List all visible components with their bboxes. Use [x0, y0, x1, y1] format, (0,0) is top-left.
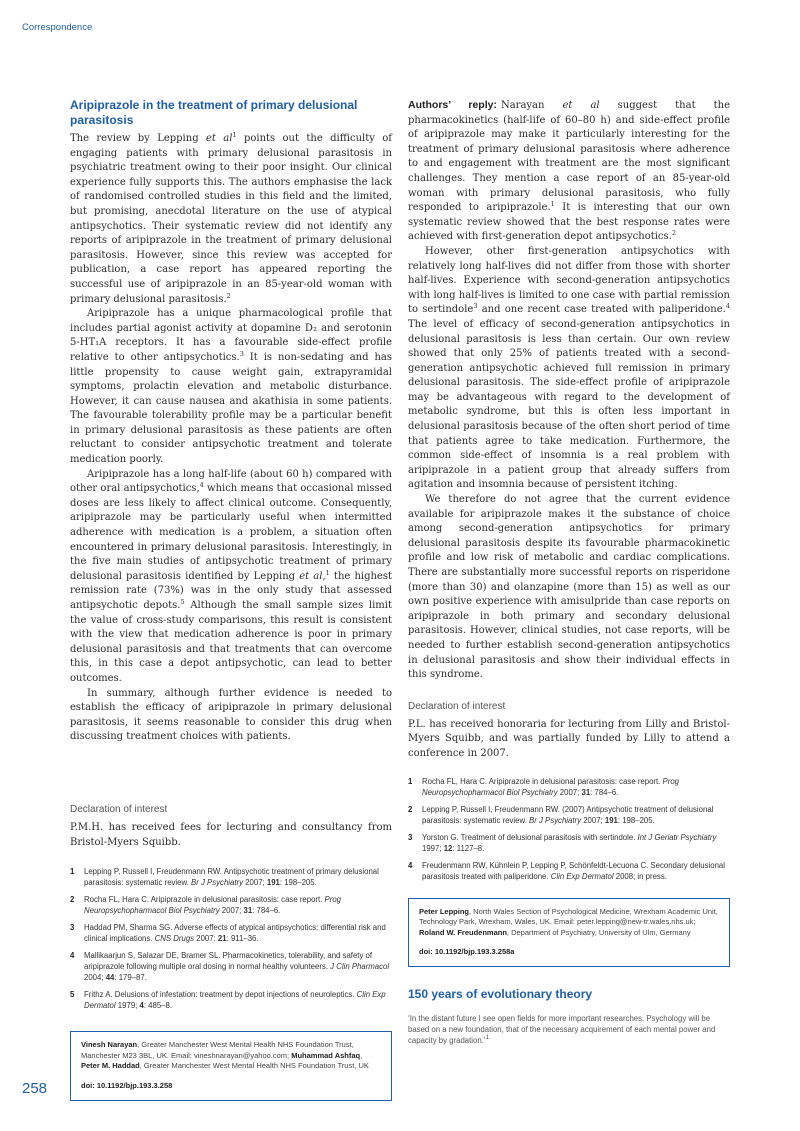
reference-text	[422, 861, 725, 881]
bold-text: 12	[443, 843, 453, 853]
body-paragraph	[408, 245, 730, 493]
text-run: Mallikaarjun S, Salazar DE, Bramer SL. Pharmacokinetics, tolerability, and safety of aripiprazole following multiple oral dosing in normal healthy volunteers.	[84, 951, 373, 972]
bold-text: 31	[581, 787, 591, 797]
text-run: 2007;	[581, 815, 605, 825]
text-run: 2007:	[194, 934, 218, 944]
italic-text: Clin Exp Dermatol	[550, 871, 614, 881]
reference-item	[70, 894, 392, 916]
text-run: 2007;	[219, 906, 244, 916]
text-run: : 911–36.	[226, 934, 259, 944]
reference-number: 3	[408, 832, 413, 842]
text-run: 1979;	[115, 1001, 140, 1011]
body-paragraph	[70, 468, 392, 687]
letter-title: Aripiprazole in the treatment of primary delusional parasitosis	[70, 98, 358, 127]
author-address-box	[408, 898, 730, 967]
italic-text: J Clin Pharmacol	[330, 962, 390, 972]
bold-text: 191	[604, 815, 618, 825]
citation-superscript: 3	[239, 349, 244, 358]
text-run: : 198–205.	[617, 815, 655, 825]
reference-item	[70, 950, 392, 983]
text-run: ,	[322, 570, 326, 582]
reference-item	[408, 860, 730, 882]
text-run: suggest that the pharmacokinetics (half-life of 60–80 h) and side-effect profile of aripiprazole may make it particularly interesting for the treatment of primary delusional parasitosis where adherence to and engagement with treatment are the most significant challenges. They mention a case report of an 85-year-old woman with primary delusional parasitosis, who fully responded to aripiprazole.	[408, 100, 730, 214]
reference-number: 3	[70, 923, 75, 933]
letter-column	[70, 98, 392, 1101]
italic-text: et al	[562, 100, 600, 111]
text-run: We therefore do not agree that the current evidence available for aripiprazole makes it the substance of choice among second-generation antipsychotics for primary delusional parasitosis despite its favourable pharmacokinetic profile and low risk of metabolic and cardiac complications. There are substantially more successful reports on risperidone (more than 30) and olanzapine (more than 15) as well as our own positive experience with amisulpride than case reports on aripiprazole in both primary and secondary delusional parasitosis. However, clinical studies, not case reports, will be needed to further establish second-generation antipsychotics in delusional parasitosis and show their individual effects in this syndrome.	[408, 494, 730, 681]
citation-superscript: 1	[550, 200, 555, 209]
text-run: The level of efficacy of second-generation antipsychotics in delusional parasitosis is less than certain. Our own review showed that only 25% of patients treated with a second-generation antipsychotic achieved full remission in primary delusional parasitosis. The side-effect profile of aripiprazole may be advantageous with regard to the development of metabolic syndrome, but this is often less important in delusional parasitosis because of the often short period of time that patients agree to take medication. Furthermore, the common side-effect of insomnia is a real problem with aripiprazole in a patient group that already suffers from agitation and insomnia because of persistent itching.	[408, 318, 730, 491]
citation-superscript: 1	[325, 568, 330, 577]
text-run: : 485–8.	[143, 1001, 173, 1011]
citation-superscript: 4	[199, 481, 204, 490]
reference-text	[84, 990, 386, 1010]
italic-text: et al	[299, 570, 323, 582]
text-run: Although the small sample sizes limit the value of cross-study comparisons, this result is consistent with the view that medication adherence is poor in primary delusional parasitosis and that treatments that can overcome this, in this case a depot antipsychotic, can lead to better outcomes.	[70, 600, 392, 684]
text-run: points out the difficulty of engaging patients with primary delusional parasitosis in psychiatric treatment owing to their poor insight. Our clinical experience fully supports this. The authors emphasise the lack of randomised controlled studies in this field and the limited, but promising, anecdotal literature on the use of atypical antipsychotics. Their systematic review did not identify any reports of aripiprazole in the treatment of primary delusional parasitosis. However, since this review was accepted for publication, a case report has appeared reporting the successful use of aripiprazole in an 85-year-old woman with primary delusional parasitosis.	[70, 133, 393, 305]
text-run: Rocha FL, Hara C. Aripiprazole in delusional parasitosis: case report.	[84, 895, 325, 905]
reference-item	[70, 989, 392, 1011]
text-run: , Greater Manchester West Mental Health NHS Foundation Trust, UK	[139, 1061, 369, 1071]
letter-body	[70, 132, 392, 745]
text-run: 1997;	[422, 843, 444, 853]
reply-label: Authors’ reply:	[408, 99, 497, 111]
body-paragraph	[408, 493, 730, 683]
reference-text	[84, 895, 341, 915]
reference-text	[422, 805, 713, 825]
reference-number: 4	[70, 951, 75, 961]
body-paragraph	[408, 98, 730, 245]
body-paragraph	[70, 132, 392, 307]
doi: doi: 10.1192/bjp.193.3.258	[81, 1080, 173, 1090]
text-run: , Department of Psychiatry, University of Ulm, Germany	[506, 927, 691, 937]
citation-superscript: 4	[725, 302, 730, 311]
reference-text	[422, 833, 716, 853]
text-run: Haddad PM, Sharma SG. Adverse effects of atypical antipsychotics: differential risk and clinical implications.	[84, 923, 386, 944]
italic-text: et al	[205, 133, 233, 144]
bold-text: 191	[266, 878, 280, 888]
italic-text: Prog Neuropsychopharmacol Biol Psychiatry	[422, 776, 680, 797]
reference-number: 2	[70, 895, 75, 905]
reference-item	[408, 804, 730, 826]
text-run: : 179–87.	[114, 973, 147, 983]
citation-superscript: 1	[485, 1033, 490, 1041]
body-paragraph	[70, 687, 392, 745]
text-run: the highest remission rate (73%) was in the only study that assessed antipsychotic depots.	[70, 570, 392, 611]
text-run: Lepping P, Russell I, Freudenmann RW. Antipsychotic treatment of primary delusional parasitosis: systematic review.	[84, 867, 379, 888]
bold-text: 21	[217, 934, 227, 944]
reference-number: 4	[408, 860, 413, 870]
text-run: Aripiprazole has a unique pharmacological profile that includes partial agonist activity at dopamine D₂ and serotonin 5-HT₁A receptors. It has a favourable side-effect profile relative to other antipsychotics.	[70, 308, 392, 363]
italic-text: Prog Neuropsychopharmacol Biol Psychiatry	[84, 895, 342, 916]
reference-list	[70, 866, 392, 1011]
italic-text: Br J Psychiatry	[191, 878, 244, 888]
text-run: : 198–205.	[279, 878, 317, 888]
declaration-heading: Declaration of interest	[70, 803, 168, 815]
text-run: 2004;	[84, 973, 106, 983]
reference-text	[422, 777, 679, 797]
bold-text: 31	[243, 906, 253, 916]
bold-text: Roland W. Freudenmann	[419, 927, 507, 937]
text-run: Freudenmann RW, Kühnlein P, Lepping P, Schönfeldt-Lecuona C. Secondary delusional parasitosis treated with paliperidone.	[422, 860, 725, 881]
text-run: : 784–6.	[252, 906, 281, 916]
reference-number: 5	[70, 990, 75, 1000]
text-run: : 784–6.	[590, 787, 619, 797]
reply-body	[408, 98, 730, 683]
reference-text	[84, 867, 379, 887]
declaration-heading: Declaration of interest	[408, 700, 506, 712]
epigraph	[408, 1013, 730, 1046]
text-run: Lepping P, Russell I, Freudenmann RW. (2007) Antipsychotic treatment of delusional parasitosis: systematic review.	[422, 804, 714, 825]
body-paragraph	[70, 307, 392, 468]
bold-text: 4	[139, 1001, 144, 1011]
reference-item	[70, 866, 392, 888]
text-run: ,	[360, 1050, 363, 1060]
reference-text	[84, 951, 389, 982]
next-section-title: 150 years of evolutionary theory	[408, 986, 593, 1001]
declaration-body: P.M.H. has received fees for lecturing and consultancy from Bristol-Myers Squibb.	[70, 821, 392, 848]
citation-superscript: 1	[232, 131, 237, 139]
text-run: 2008; in press.	[613, 871, 667, 881]
reference-item	[70, 922, 392, 944]
text-run: 2007;	[557, 787, 582, 797]
text-run: Aripiprazole has a long half-life (about 60 h) compared with other oral antipsychotics,	[70, 468, 392, 495]
page-number: 258	[22, 1080, 48, 1097]
author-address	[81, 1040, 381, 1072]
text-run: Yorston G. Treatment of delusional parasitosis with sertindole.	[422, 832, 638, 842]
italic-text: Br J Psychiatry	[529, 815, 582, 825]
bold-text: Peter Lepping	[419, 906, 470, 916]
bold-text: 44	[105, 973, 115, 983]
reply-lead-text	[408, 100, 730, 242]
bold-text: Muhammad Ashfaq	[291, 1050, 361, 1060]
reference-item	[408, 832, 730, 854]
text-run: ‘In the distant future I see open fields for more important researches. Psychology will be based on a new foundation, that of the necessary acquirement of each mental power and capacity by gradation.’	[408, 1013, 716, 1045]
text-run: and one recent case treated with paliperidone.	[477, 304, 726, 316]
text-run: Rocha FL, Hara C. Aripiprazole in delusional parasitosis: case report.	[422, 776, 663, 786]
text-run: 2007;	[243, 878, 267, 888]
declaration-body: P.L. has received honoraria for lecturing from Lilly and Bristol-Myers Squibb, and was partially funded by Lilly to attend a conference in 2007.	[408, 718, 730, 759]
text-run: The review by Lepping	[70, 133, 206, 144]
author-address-box	[70, 1031, 392, 1100]
reference-number: 1	[70, 867, 75, 877]
reply-column	[408, 98, 730, 1046]
italic-text: Int J Geriatr Psychiatry	[637, 832, 717, 842]
italic-text: Clin Exp Dermatol	[84, 990, 386, 1011]
bold-text: Vinesh Narayan	[81, 1040, 138, 1050]
reference-number: 2	[408, 804, 413, 814]
italic-text: CNS Drugs	[154, 934, 195, 944]
text-run: In summary, although further evidence is needed to establish the efficacy of aripiprazole in primary delusional parasitosis, it seems reasonable to consider this drug when discussing treatment choices with patients.	[70, 687, 392, 743]
reference-number: 1	[408, 776, 413, 786]
text-run: , North Wales Section of Psychological Medicine, Wrexham Academic Unit, Technology Park, Wrexham, Wales, UK. Email: peter.lepping@new-tr.wales.nhs.uk;	[419, 906, 718, 927]
text-run: : 1127–8.	[452, 843, 485, 853]
running-head: Correspondence	[22, 22, 93, 33]
reference-list	[408, 776, 730, 882]
text-run: , Greater Manchester West Mental Health NHS Foundation Trust, Manchester M23 3BL, UK. Email: vineshnarayan@yahoo.com;	[81, 1040, 354, 1060]
text-run: Frithz A. Delusions of infestation: treatment by depot injections of neuroleptics.	[84, 990, 357, 1000]
citation-superscript: 5	[180, 598, 185, 606]
citation-superscript: 2	[226, 291, 231, 300]
doi: doi: 10.1192/bjp.193.3.258a	[419, 947, 515, 957]
bold-text: Peter M. Haddad	[81, 1061, 140, 1071]
text-run: which means that occasional missed doses are less likely to affect clinical outcome. Consequently, aripiprazole may be particularly useful when intermitted adherence with medication is a problem, a situation often encountered in primary delusional parasitosis. Interestingly, in the five main studies of antipsychotic treatment of primary delusional parasitosis identified by Lepping	[70, 483, 392, 582]
citation-superscript: 3	[473, 302, 478, 311]
text-run: Narayan	[500, 100, 563, 111]
text-run: It is non-sedating and has little propensity to cause weight gain, extrapyramidal symptoms, prolactin elevation and metabolic disturbance. However, it can cause nausea and akathisia in some patients. The favourable tolerability profile may be a particular benefit in primary delusional parasitosis as these patients are often reluctant to consider antipsychotic treatment and tolerate medication poorly.	[70, 351, 392, 466]
reference-text	[84, 923, 386, 943]
text-run: It is interesting that our own systematic review showed that the best response rates were achieved with first-generation depot antipsychotics.	[408, 202, 730, 243]
text-run: However, other first-generation antipsychotics with relatively long half-lives did not differ from those with shorter half-lives. Experience with second-generation antipsychotics with long half-lives is limited to one case with partial remission to sertindole	[408, 245, 730, 316]
citation-superscript: 2	[671, 229, 676, 238]
reference-item	[408, 776, 730, 798]
author-address	[419, 907, 719, 939]
